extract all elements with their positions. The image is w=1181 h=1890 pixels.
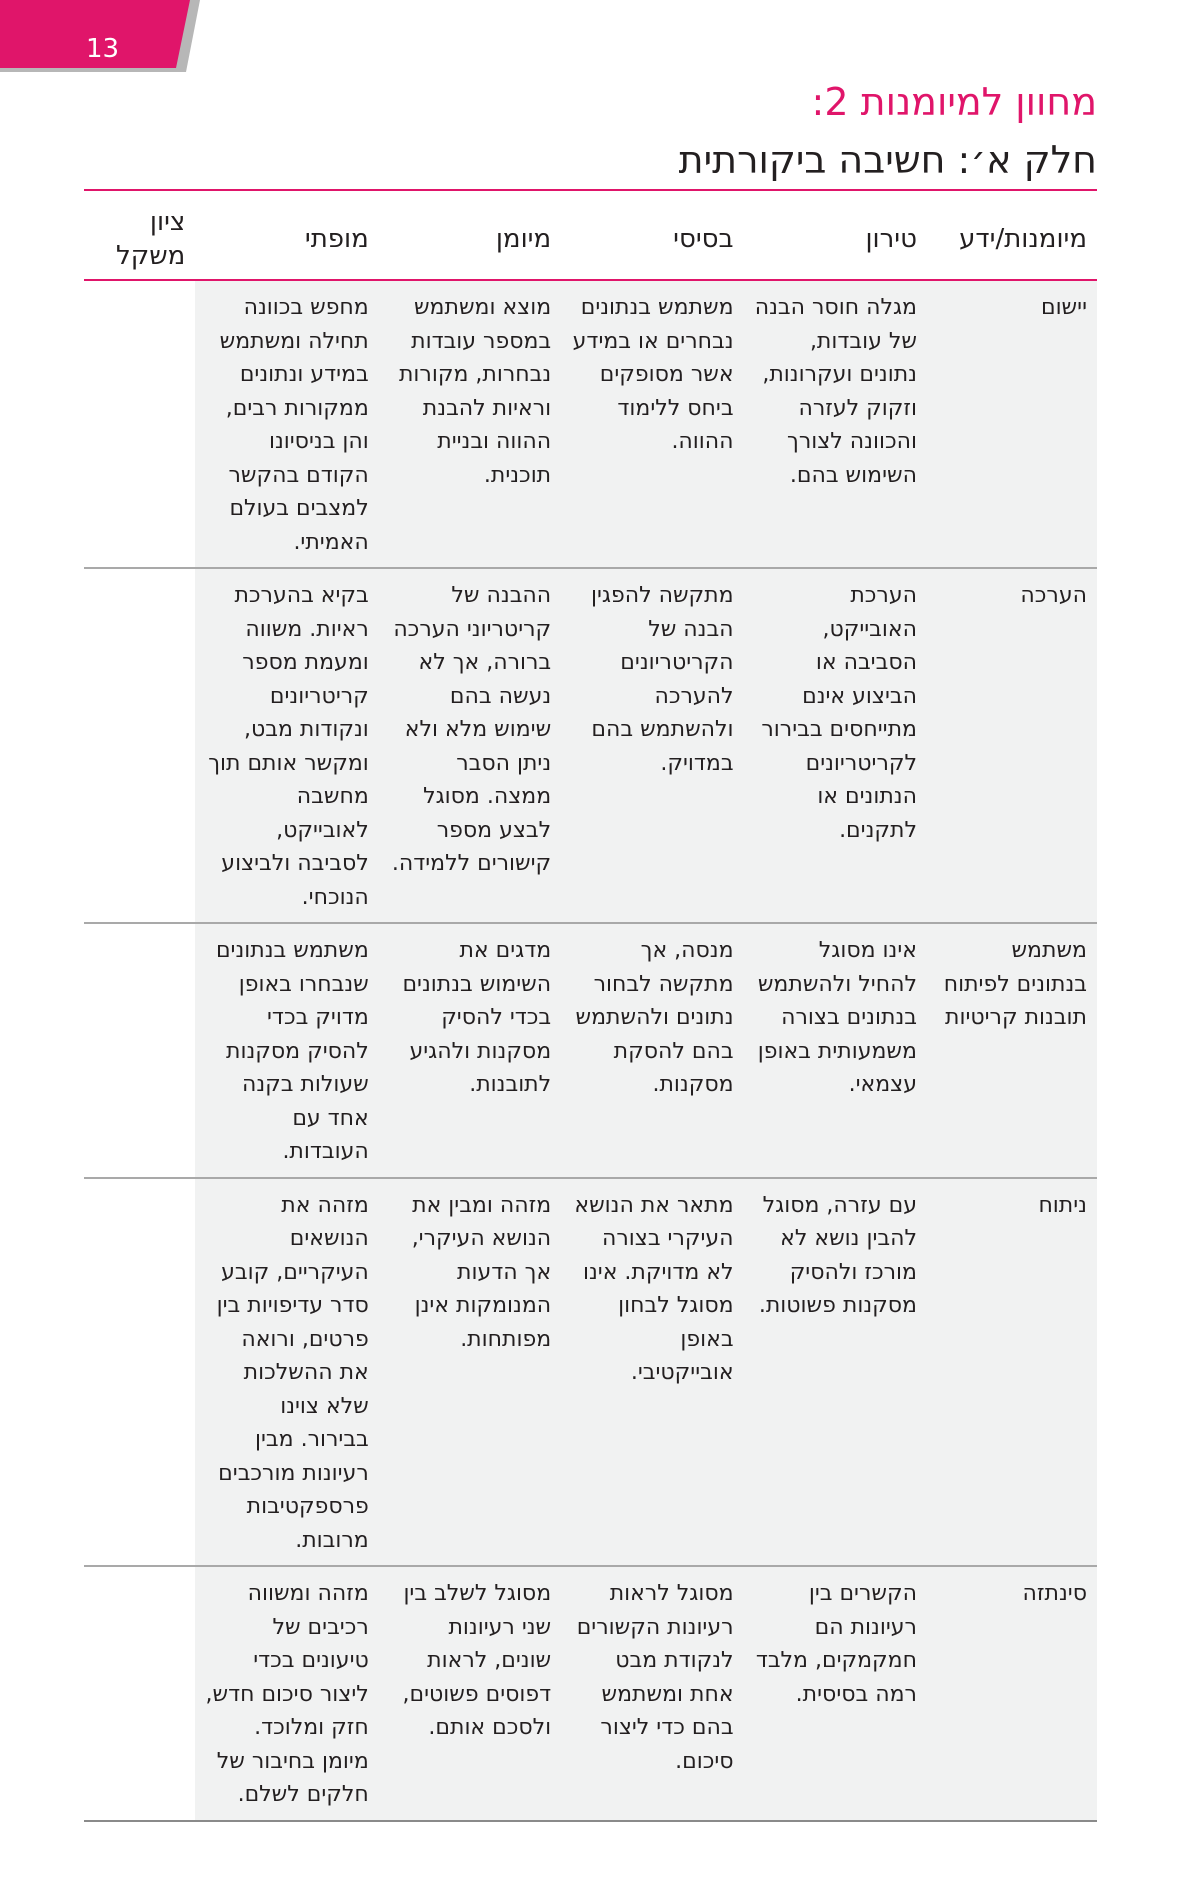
column-header-exemplary: מופתי [304,224,369,254]
cell-exemplary: מחפש בכוונה תחילה ומשתמש במידע ונתונים ממקורות רבים, והן בניסיונו הקודם בהקשר למצבים בעולם האמיתי. [195,281,378,568]
section-subtitle: מחוון למיומנות 2: [811,80,1097,124]
rubric-table-container [84,189,1097,1822]
cell-exemplary: מזהה ומשווה רכיבים של טיעונים בכדי ליצור סיכום חדש, חזק ומלוכד. מיומן בחיבור של חלקים לשלם. [195,1566,378,1821]
column-header-weight: ציון משקל [116,207,186,271]
table-row [84,923,1097,1178]
column-header-basic: בסיסי [673,224,734,254]
cell-proficient: מסוגל לשלב בין שני רעיונות שונים, לראות דפוסים פשוטים, ולסכם אותם. [379,1566,561,1821]
cell-weight[interactable] [84,1178,195,1567]
rubric-table [84,191,1097,1822]
cell-weight[interactable] [84,281,195,568]
cell-novice: מגלה חוסר הבנה של עובדות, נתונים ועקרונות, וזקוק לעזרה והכוונה לצורך השימוש בהם. [744,281,927,568]
cell-exemplary: מזהה את הנושאים העיקריים, קובע סדר עדיפויות בין פרטים, ורואה את ההשלכות שלא צוינו בבירור. מבין רעיונות מורכבים פרספקטיבות מרובות. [195,1178,378,1567]
cell-weight[interactable] [84,923,195,1178]
cell-exemplary: משתמש בנתונים שנבחרו באופן מדויק בכדי להסיק מסקנות שעולות בקנה אחד עם העובדות. [195,923,378,1178]
cell-proficient: מזהה ומבין את הנושא העיקרי, אך הדעות המנומקות אינן מפותחות. [379,1178,561,1567]
cell-proficient: מוצא ומשתמש במספר עובדות נבחרות, מקורות וראיות להבנת ההווה ובניית תוכנית. [379,281,561,568]
cell-novice: הקשרים בין רעיונות הם חמקמקים, מלבד רמה בסיסית. [744,1566,927,1821]
table-row [84,281,1097,568]
cell-weight[interactable] [84,568,195,923]
column-header-proficient: מיומן [495,224,552,254]
cell-weight[interactable] [84,1566,195,1821]
cell-skill: ניתוח [927,1178,1097,1567]
cell-basic: מנסה, אך מתקשה לבחור נתונים ולהשתמש בהם להסקת מסקנות. [561,923,743,1178]
cell-exemplary: בקיא בהערכת ראיות. משווה ומעמת מספר קריטריונים ונקודות מבט, ומקשר אותם תוך מחשבה לאובייקט, לסביבה ולביצוע הנוכחי. [195,568,378,923]
table-row [84,568,1097,923]
cell-skill: סינתזה [927,1566,1097,1821]
page-title: חלק א׳: חשיבה ביקורתית [678,138,1097,182]
cell-basic: מסוגל לראות רעיונות הקשורים לנקודת מבט אחת ומשתמש בהם כדי ליצור סיכום. [561,1566,743,1821]
cell-proficient: מדגים את השימוש בנתונים בכדי להסיק מסקנות ולהגיע לתובנות. [379,923,561,1178]
cell-novice: הערכת האובייקט, הסביבה או הביצוע אינם מתייחסים בבירור לקריטריונים הנתונים או לתקנים. [744,568,927,923]
column-header-novice: טירון [865,224,917,254]
table-header-row [84,191,1097,279]
cell-skill: הערכה [927,568,1097,923]
column-header-skill: מיומנות/ידע [959,224,1087,254]
cell-novice: עם עזרה, מסוגל להבין נושא לא מורכז ולהסיק מסקנות פשוטות. [744,1178,927,1567]
cell-novice: אינו מסוגל להחיל ולהשתמש בנתונים בצורה משמעותית באופן עצמאי. [744,923,927,1178]
cell-skill: יישום [927,281,1097,568]
cell-basic: משתמש בנתונים נבחרים או במידע אשר מסופקים ביחס ללימוד ההווה. [561,281,743,568]
table-row [84,1178,1097,1567]
cell-skill: משתמש בנתונים לפיתוח תובנות קריטיות [927,923,1097,1178]
page-number: 13 [86,34,120,64]
cell-basic: מתקשה להפגין הבנה של הקריטריונים להערכה ולהשתמש בהם במדויק. [561,568,743,923]
cell-proficient: ההבנה של קריטריוני הערכה ברורה, אך לא נעשה בהם שימוש מלא ולא ניתן הסבר ממצה. מסוגל לבצע מספר קישורים ללמידה. [379,568,561,923]
cell-basic: מתאר את הנושא העיקרי בצורה לא מדויקת. אינו מסוגל לבחון באופן אובייקטיבי. [561,1178,743,1567]
table-row [84,1566,1097,1821]
